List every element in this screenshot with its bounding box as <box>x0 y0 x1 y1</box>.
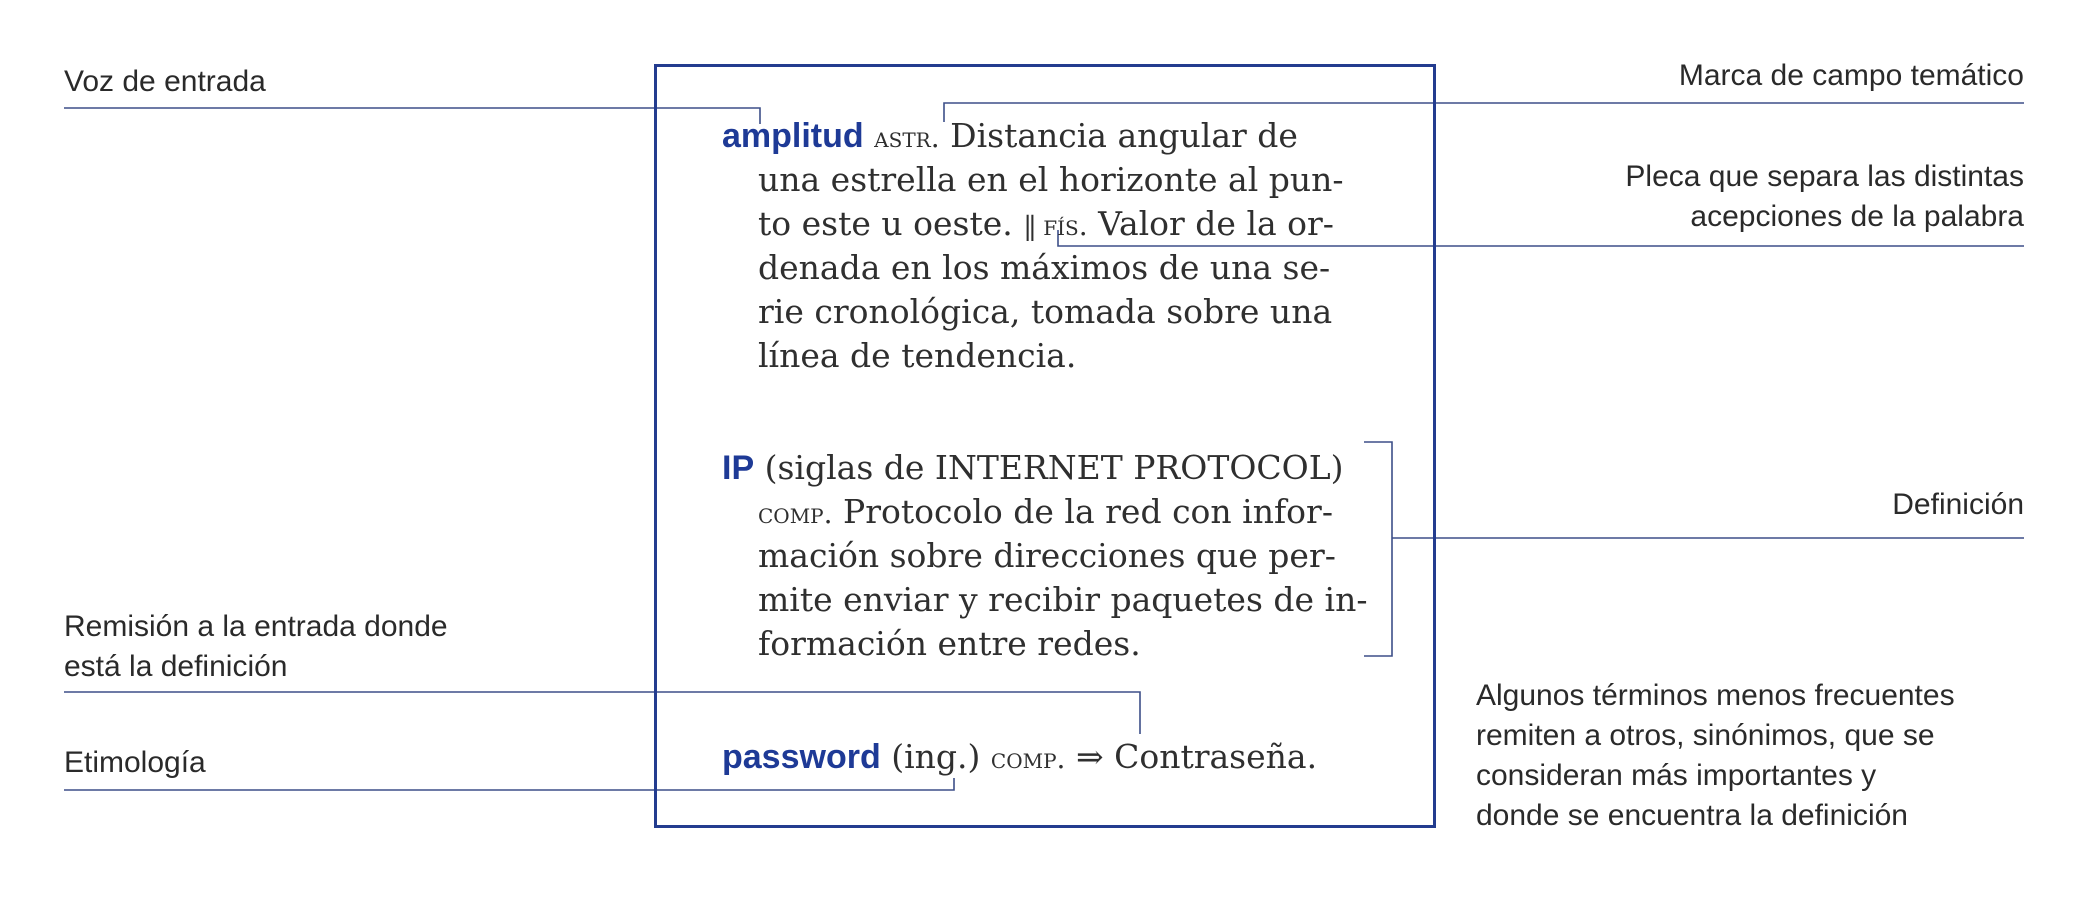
entry-ip-line3: mación sobre direcciones que per- <box>758 536 1336 575</box>
note-line2: remiten a otros, sinónimos, que se <box>1476 719 1935 752</box>
definition-text: Protocolo de la red con infor- <box>843 492 1333 531</box>
entry-ip-line5: formación entre redes. <box>758 624 1141 663</box>
field-mark-fis: fís. <box>1043 209 1088 242</box>
definition-text: Valor de la or- <box>1098 204 1334 243</box>
label-definicion: Definición <box>1892 488 2024 521</box>
pleca-separator: || <box>1023 212 1033 242</box>
entry-amplitud-line6: línea de tendencia. <box>758 336 1077 375</box>
entry-password-line1 <box>722 735 1317 781</box>
note-line1: Algunos términos menos frecuentes <box>1476 679 1955 712</box>
entry-amplitud-line3 <box>758 202 1334 249</box>
entry-ip-line1 <box>722 446 1344 490</box>
headword-password: password <box>722 738 881 776</box>
headword-amplitud: amplitud <box>722 117 864 155</box>
label-etimologia: Etimología <box>64 746 206 779</box>
entry-amplitud-line5: rie cronológica, tomada sobre una <box>758 292 1333 331</box>
definition-text: Distancia angular de <box>950 116 1298 155</box>
definition-text: to este u oeste. <box>758 204 1024 243</box>
etymology: (ing.) <box>891 737 981 776</box>
entry-amplitud-line1 <box>722 114 1298 160</box>
headword-ip: IP <box>722 449 755 487</box>
entry-ip-line4: mite enviar y recibir paquetes de in- <box>758 580 1368 619</box>
label-voz-de-entrada: Voz de entrada <box>64 65 266 98</box>
label-remision-line2: está la definición <box>64 650 288 683</box>
cross-reference-target: Contraseña. <box>1114 737 1318 776</box>
field-mark-comp: comp. <box>990 742 1066 775</box>
label-pleca-line2: acepciones de la palabra <box>1690 200 2024 233</box>
note-line3: consideran más importantes y <box>1476 759 1877 792</box>
definition-text: (siglas de INTERNET PROTOCOL) <box>764 448 1344 487</box>
field-mark-astr: astr. <box>874 121 940 154</box>
label-remision-line1: Remisión a la entrada donde <box>64 610 448 643</box>
field-mark-comp: comp. <box>758 497 833 530</box>
entry-amplitud-line4: denada en los máximos de una se- <box>758 248 1331 287</box>
label-pleca-line1: Pleca que separa las distintas <box>1625 160 2024 193</box>
label-marca-campo: Marca de campo temático <box>1678 59 2024 92</box>
entry-ip-line2 <box>758 490 1333 536</box>
entry-amplitud-line2: una estrella en el horizonte al pun- <box>758 160 1344 199</box>
cross-reference-arrow: ⇒ <box>1075 737 1104 776</box>
note-line4: donde se encuentra la definición <box>1476 799 1908 832</box>
